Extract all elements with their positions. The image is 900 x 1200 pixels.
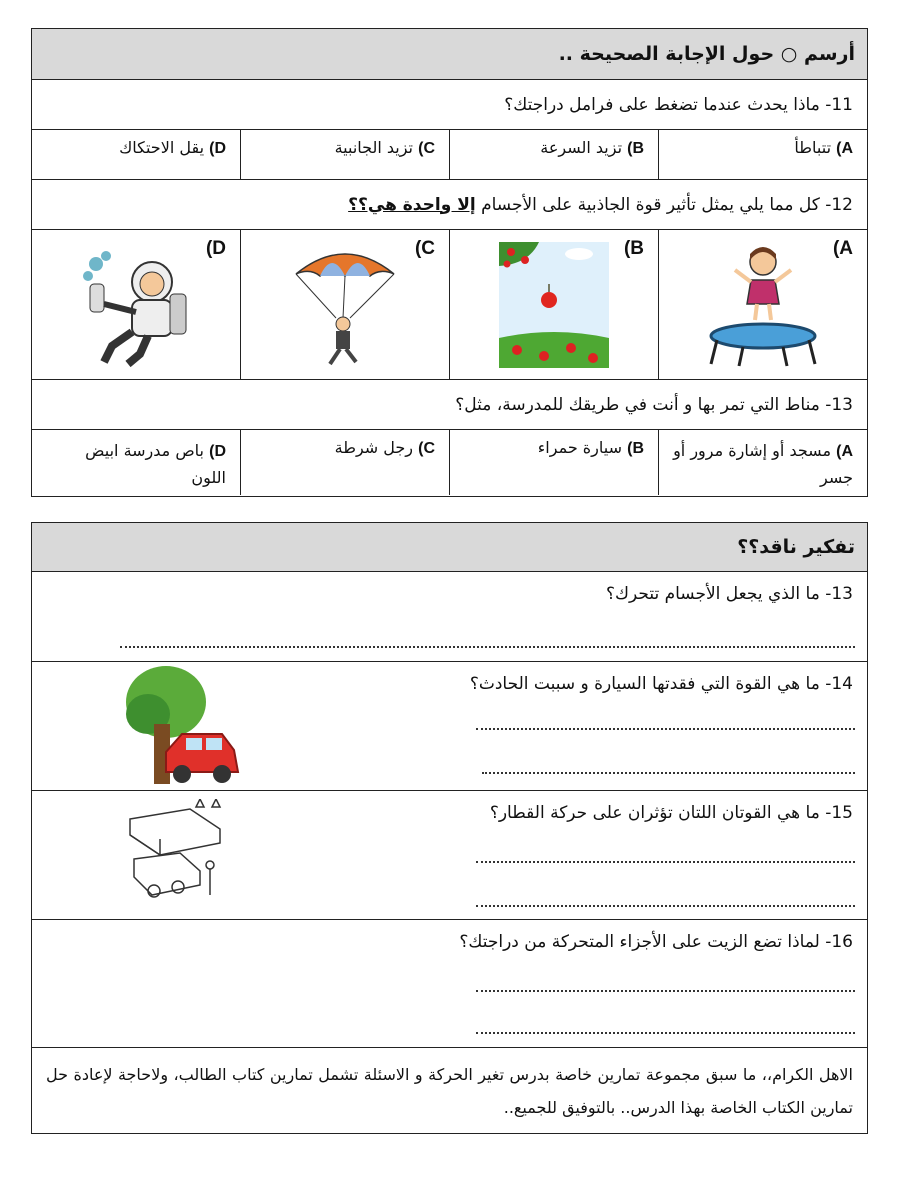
answer-line[interactable] (482, 772, 855, 774)
q11-option-c[interactable]: C) تزيد الجانبية (240, 130, 449, 179)
answer-line[interactable] (476, 905, 855, 907)
parachute-icon (290, 240, 400, 370)
parents-note: الاهل الكرام،، ما سبق مجموعة تمارين خاصة بدرس تغير الحركة و الاسئلة تشمل تمارين كتاب الطالب، ولاحاجة لإعادة حل تمارين الكتاب الخاصة بهذا الدرس.. بالتوفيق للجميع.. (32, 1047, 867, 1133)
q12-text: 12- كل مما يلي يمثل تأثير قوة الجاذبية على الأجسام إلا واحدة هي؟؟ (348, 194, 853, 215)
q11-text: 11- ماذا يحدث عندما تضغط على فرامل دراجتك؟ (504, 94, 853, 115)
q12-option-a[interactable]: A) (658, 230, 867, 379)
ct-question-13 (32, 571, 867, 661)
q12-option-c[interactable]: C) (240, 230, 449, 379)
q11-option-a[interactable]: A) تتباطأ (658, 130, 867, 179)
q12-option-d[interactable]: D) (32, 230, 240, 379)
q11-options (32, 129, 867, 179)
apple-tree-icon (499, 242, 609, 368)
q13-option-d[interactable]: D) باص مدرسة ابيض اللون (85, 441, 226, 487)
q12-underlined: إلا واحدة هي؟؟ (348, 194, 476, 215)
section2-header-text: تفكير ناقد؟؟ (737, 536, 855, 558)
critical-thinking-table (31, 522, 868, 1134)
ct-question-14 (32, 661, 867, 790)
answer-line[interactable] (120, 646, 855, 648)
q13-option-b[interactable]: B) سيارة حمراء (449, 430, 658, 495)
train-icon (120, 799, 230, 903)
ct-question-14-text: 14- ما هي القوة التي فقدتها السيارة و سببت الحادث؟ (469, 674, 853, 694)
q13-text: 13- مناط التي تمر بها و أنت في طريقك للمدرسة، مثل؟ (455, 394, 853, 415)
astronaut-icon (76, 242, 196, 368)
ct-question-13-text: 13- ما الذي يجعل الأجسام تتحرك؟ (605, 584, 853, 604)
ct-question-16-text: 16- لماذا تضع الزيت على الأجزاء المتحركة من دراجتك؟ (459, 932, 853, 952)
answer-line[interactable] (476, 990, 855, 992)
answer-line[interactable] (476, 861, 855, 863)
q13-option-c[interactable]: C) رجل شرطة (240, 430, 449, 495)
answer-line[interactable] (476, 1032, 855, 1034)
q11-row (32, 79, 867, 129)
q13-options (32, 429, 867, 495)
q13-option-a[interactable]: A) مسجد أو إشارة مرور أو جسر (658, 430, 867, 495)
q11-option-b[interactable]: B) تزيد السرعة (449, 130, 658, 179)
section2-header (32, 523, 867, 571)
q11-option-d[interactable]: D) يقل الاحتكاك (119, 138, 226, 157)
q12-options (32, 229, 867, 379)
q13-row (32, 379, 867, 429)
ct-question-15-text: 15- ما هي القوتان اللتان تؤثران على حركة القطار؟ (489, 803, 853, 823)
car-crash-tree-icon (118, 664, 248, 788)
q12-option-b[interactable]: B) (449, 230, 658, 379)
multiple-choice-table (31, 28, 868, 497)
answer-line[interactable] (476, 728, 855, 730)
q12-row (32, 179, 867, 229)
ct-question-16 (32, 919, 867, 1047)
ct-question-15 (32, 790, 867, 919)
section1-header (32, 29, 867, 79)
girl-trampoline-icon (703, 240, 823, 370)
section1-header-text: أرسم ○ حول الإجابة الصحيحة .. (558, 43, 855, 65)
